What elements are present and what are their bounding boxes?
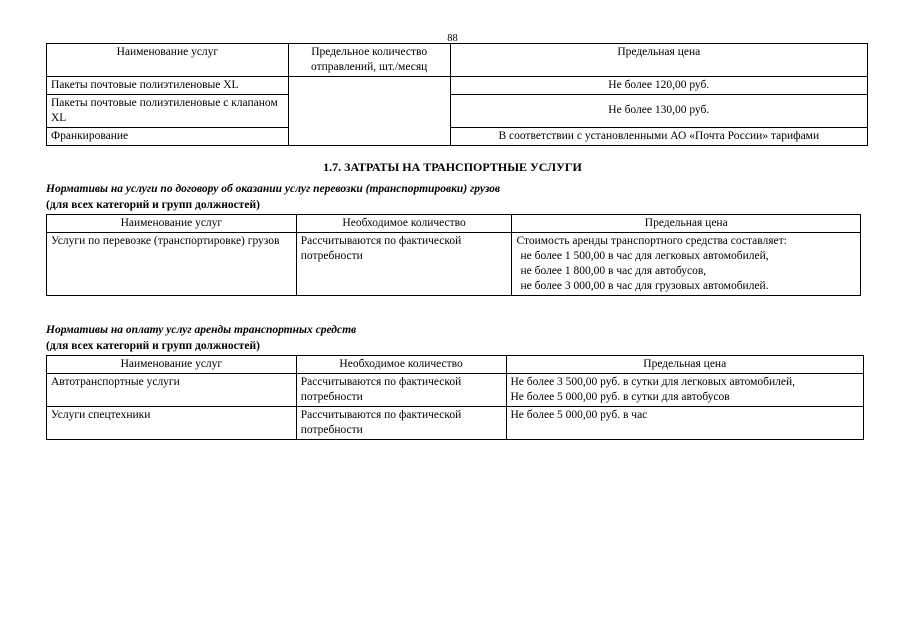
table-row [47,406,864,439]
column-header-max-price: Предельная цена [450,44,867,77]
quantity-cell: Рассчитываются по фактической потребности [296,232,512,295]
column-header-service-name: Наименование услуг [47,356,297,374]
freight-norms-subcaption: (для всех категорий и групп должностей) [46,199,260,211]
price-cell: Не более 120,00 руб. [450,76,867,94]
price-line: Не более 5 000,00 руб. в час [510,408,648,421]
price-cell [512,232,861,295]
table-row [47,76,868,94]
quantity-cell: Рассчитываются по фактической потребности [296,373,506,406]
service-name-cell: Услуги по перевозке (транспортировке) грузов [47,232,297,295]
table-row [47,127,868,145]
column-header-service-name: Наименование услуг [47,215,297,233]
price-line: не более 1 800,00 в час для автобусов, [520,264,707,277]
table-row [47,232,861,295]
service-name-cell: Франкирование [47,127,289,145]
table-header-row [47,44,868,77]
table-header-row [47,356,864,374]
vehicle-rental-norms-caption: Нормативы на оплату услуг аренды транспортных средств [46,324,357,336]
column-header-max-quantity: Предельное количество отправлений, шт./месяц [288,44,450,77]
service-name-cell: Пакеты почтовые полиэтиленовые XL [47,76,289,94]
price-line: не более 1 500,00 в час для легковых автомобилей, [520,249,769,262]
column-header-max-price: Предельная цена [512,215,861,233]
column-header-service-name: Наименование услуг [47,44,289,77]
quantity-cell: Рассчитываются по фактической потребности [296,406,506,439]
quantity-cell-empty [288,76,450,145]
vehicle-rental-norms-subcaption: (для всех категорий и групп должностей) [46,340,260,352]
section-title: 1.7. ЗАТРАТЫ НА ТРАНСПОРТНЫЕ УСЛУГИ [323,160,582,174]
page-number: 88 [447,33,458,44]
column-header-required-quantity: Необходимое количество [296,356,506,374]
price-cell [506,373,864,406]
freight-transport-table [46,214,861,296]
service-name-cell: Пакеты почтовые полиэтиленовые с клапаном XL [47,94,289,127]
freight-norms-caption: Нормативы на услуги по договору об оказании услуг перевозки (транспортировки) грузов [46,183,501,195]
table-header-row [47,215,861,233]
price-line: не более 3 000,00 в час для грузовых автомобилей. [520,279,769,292]
service-name-cell: Услуги спецтехники [47,406,297,439]
price-line: Не более 5 000,00 руб. в сутки для автобусов [510,390,730,403]
price-cell [506,406,864,439]
price-cell: В соответствии с установленными АО «Почта России» тарифами [450,127,867,145]
table-row [47,94,868,127]
service-name-cell: Автотранспортные услуги [47,373,297,406]
price-line: Стоимость аренды транспортного средства составляет: [516,234,787,247]
column-header-required-quantity: Необходимое количество [296,215,512,233]
price-line: Не более 3 500,00 руб. в сутки для легковых автомобилей, [510,375,796,388]
column-header-max-price: Предельная цена [506,356,864,374]
price-cell: Не более 130,00 руб. [450,94,867,127]
postal-services-table [46,43,868,146]
vehicle-rental-table [46,355,864,440]
table-row [47,373,864,406]
